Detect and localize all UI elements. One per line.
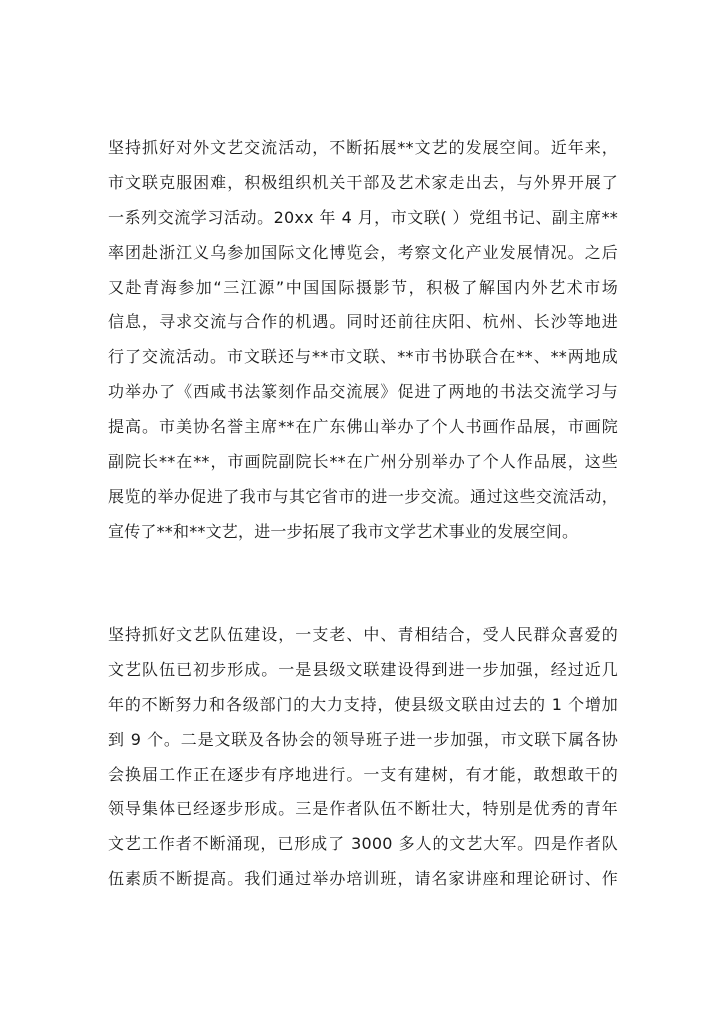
text-line: 伍素质不断提高。我们通过举办培训班，请名家讲座和理论研讨、作 <box>108 869 618 889</box>
text-line: 行了交流活动。市文联还与**市文联、**市书协联合在**、**两地成 <box>108 347 618 367</box>
text-line: 提高。市美协名誉主席**在广东佛山举办了个人书画作品展，市画院 <box>108 417 618 437</box>
text-line: 宣传了**和**文艺，进一步拓展了我市文学艺术事业的发展空间。 <box>108 521 579 541</box>
text-line: 年的不断努力和各级部门的大力支持，使县级文联由过去的 1 个增加 <box>108 694 618 714</box>
text-line: 一系列交流学习活动。20xx 年 4 月，市文联( ）党组书记、副主席** <box>108 207 618 227</box>
text-line: 坚持抓好文艺队伍建设，一支老、中、青相结合，受人民群众喜爱的 <box>108 625 618 644</box>
text-line: 率团赴浙江义乌参加国际文化博览会，考察文化产业发展情况。之后 <box>108 242 618 262</box>
text-line: 副院长**在**，市画院副院长**在广州分别举办了个人作品展，这些 <box>108 452 618 472</box>
paragraph-team-building <box>108 618 618 897</box>
text-line: 文艺工作者不断涌现，已形成了 3000 多人的文艺大军。四是作者队 <box>108 834 618 854</box>
paragraph-external-exchange <box>108 131 618 550</box>
text-line: 又赴青海参加“三江源”中国国际摄影节，积极了解国内外艺术市场 <box>108 277 618 297</box>
text-line: 功举办了《西咸书法篆刻作品交流展》促进了两地的书法交流学习与 <box>108 382 618 402</box>
text-line: 坚持抓好对外文艺交流活动，不断拓展**文艺的发展空间。近年来， <box>108 138 618 157</box>
text-line: 领导集体已经逐步形成。三是作者队伍不断壮大，特别是优秀的青年 <box>108 799 618 819</box>
text-line: 会换届工作正在逐步有序地进行。一支有建树，有才能，敢想敢干的 <box>108 764 618 784</box>
text-line: 信息，寻求交流与合作的机遇。同时还前往庆阳、杭州、长沙等地进 <box>108 312 618 332</box>
text-line: 展览的举办促进了我市与其它省市的进一步交流。通过这些交流活动， <box>108 486 618 506</box>
text-line: 市文联克服困难，积极组织机关干部及艺术家走出去，与外界开展了 <box>108 172 618 192</box>
text-line: 到 9 个。二是文联及各协会的领导班子进一步加强，市文联下属各协 <box>108 729 618 749</box>
text-line: 文艺队伍已初步形成。一是县级文联建设得到进一步加强，经过近几 <box>108 659 618 679</box>
